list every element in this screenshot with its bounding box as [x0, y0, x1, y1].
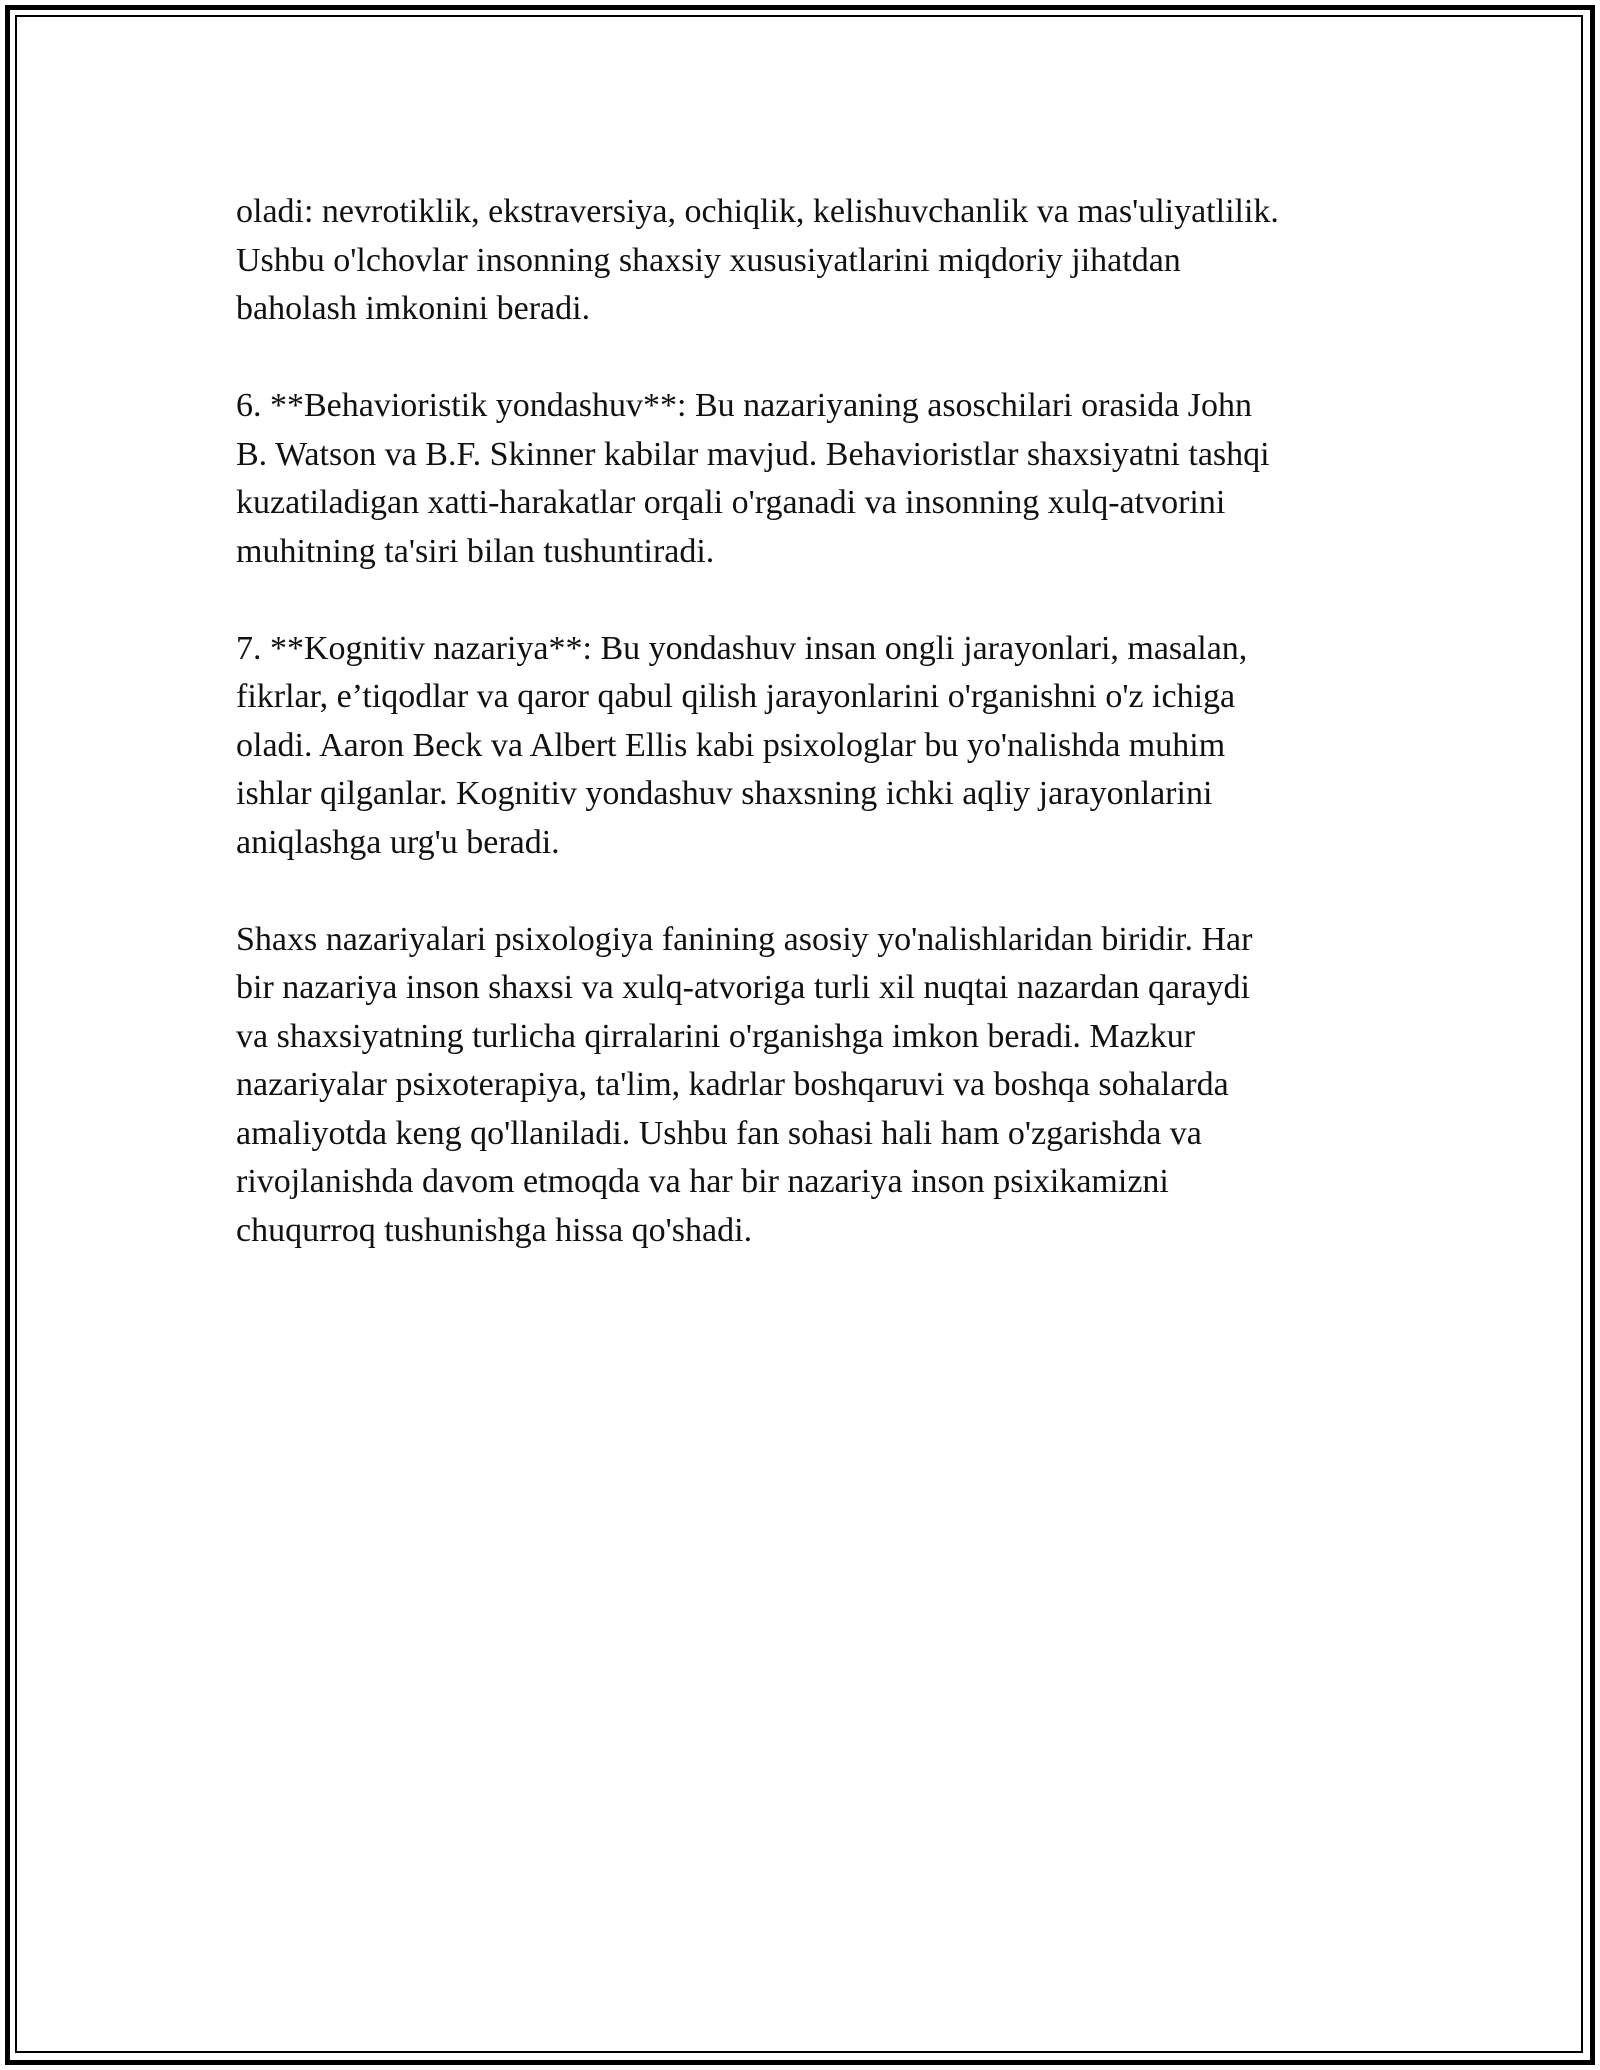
- paragraph-big-five-continuation: oladi: nevrotiklik, ekstraversiya, ochiqlik, kelishuvchanlik va mas'uliyatlilik. Ushbu o'lchovlar insonning shaxsiy xususiyatlarini miqdoriy jihatdan baholash imkonini beradi.: [236, 193, 1279, 327]
- document-body: [236, 188, 1386, 1304]
- paragraph-cognitive-theory: 7. **Kognitiv nazariya**: Bu yondashuv insan ongli jarayonlari, masalan, fikrlar, e’tiqodlar va qaror qabul qilish jarayonlarini o'rganishni o'z ichiga oladi. Aaron Beck va Albert Ellis kabi psixologlar bu yo'nalishda muhim ishlar qilganlar. Kognitiv yondashuv shaxsning ichki aqliy jarayonlarini aniqlashga urg'u beradi.: [236, 629, 1248, 861]
- paragraph-behaviorist-approach: 6. **Behavioristik yondashuv**: Bu nazariyaning asoschilari orasida John B. Watson va B.F. Skinner kabilar mavjud. Behavioristlar shaxsiyatni tashqi kuzatiladigan xatti-harakatlar orqali o'rganadi va insonning xulq-atvorini muhitning ta'siri bilan tushuntiradi.: [236, 387, 1270, 570]
- paragraph-conclusion: Shaxs nazariyalari psixologiya fanining asosiy yo'nalishlaridan biridir. Har bir nazariya inson shaxsi va xulq-atvoriga turli xil nuqtai nazardan qaraydi va shaxsiyatning turlicha qirralarini o'rganishga imkon beradi. Mazkur nazariyalar psixoterapiya, ta'lim, kadrlar boshqaruvi va boshqa sohalarda amaliyotda keng qo'llaniladi. Ushbu fan sohasi hali ham o'zgarishda va rivojlanishda davom etmoqda va har bir nazariya inson psixikamizni chuqurroq tushunishga hissa qo'shadi.: [236, 920, 1253, 1249]
